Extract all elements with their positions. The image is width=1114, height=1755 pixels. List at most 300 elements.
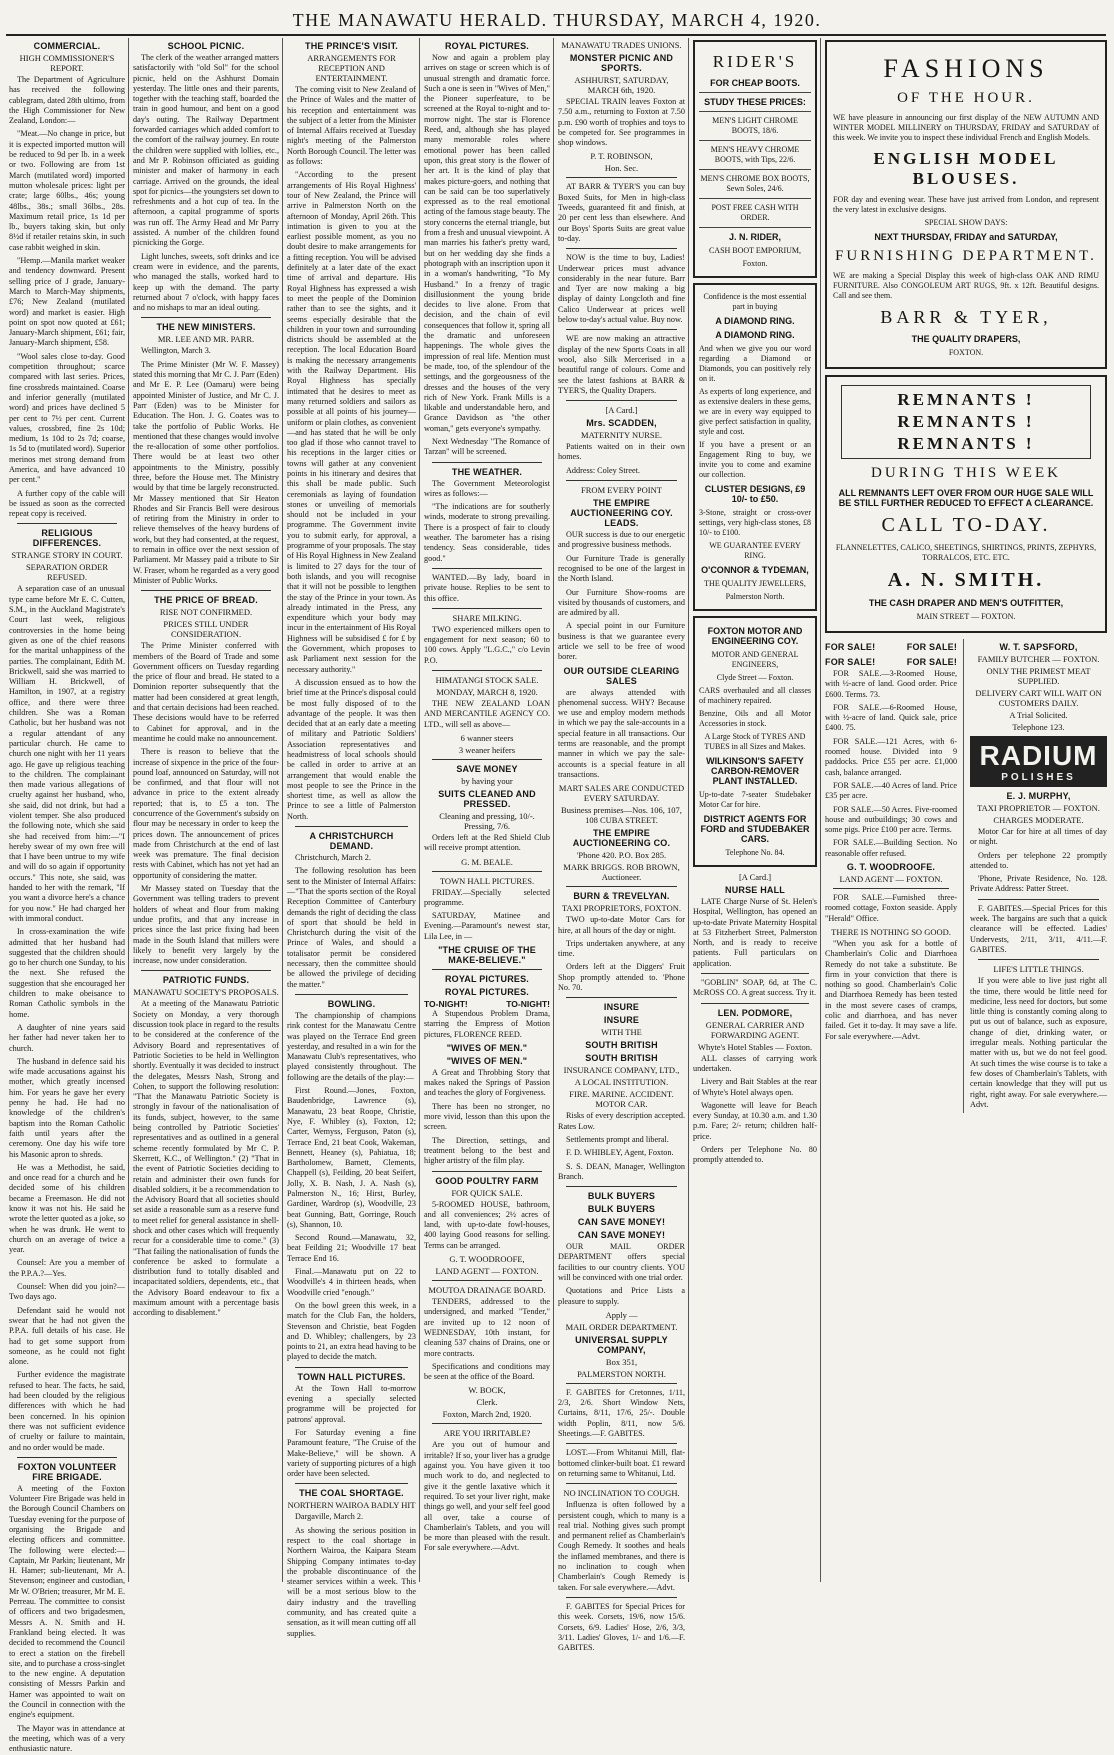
classified-ad: Quotations and Price Lists a pleasure to supply. [558,1286,685,1306]
classified-ad: Risks of every description accepted. Rates Low. [558,1111,685,1131]
stock-item: 3 weaner heifers [458,744,516,755]
ad-line: Telephone No. 84. [725,848,785,857]
divider [432,1280,542,1281]
ad-line: A LOCAL INSTITUTION. [574,1077,669,1088]
advertiser-role: Hon. Sec. [604,163,639,174]
ad-text: Up-to-date 7-seater Studebaker Motor Car for hire. [699,790,811,809]
sale-listing: FOR SALE.—3-Roomed House, with ½-acre of land. Good order. Price £600. Terms. 73. [825,669,958,699]
divider [432,1423,542,1424]
ad-text: WE are making a Special Display this week of high-class OAK AND RIMU FURNITURE. Also CONGOLEUM ART RUGS, 9ft. x 12ft. Beautiful designs. Call and see them. [833,271,1099,300]
divider [566,248,677,249]
fashions-ad [825,40,1107,369]
divider [295,826,408,827]
classified-ad: A special point in our Furniture business is that we guarantee every article we sell to be free of wood borer. [558,621,685,662]
article-paragraph: Counsel: Are you a member of the P.P.A.?—Yes. [9,1258,125,1278]
classified-ad: WANTED.—By lady, board in private house. Replies to be sent to this office. [424,572,550,603]
advertiser-name: BARR & TYER, [880,307,1052,327]
article-paragraph: At a meeting of the Manawatu Patriotic Society on Monday, a very thorough discussion took place in regard to the results to be considered at the conference of the Advisory Board and representatives of Patriotic Societies to be held in Wellington shortly. Eventually it was decided to instruct the delegates, Messrs Nash, Strong and Cohen, to support the following resolution: "That the Manawatu Patriotic Society is strongly in favour of the nationalisation of its funds, subject, however, to the same being controlled by Patriotic Societies' representatives and as outlined in a general scheme recently formulated by Mr C. P. Skerrett, K.C., of Wellington." (2) "That in the event of Patriotic Societies deciding to retain and administer their own funds for disabled soldiers, it be a recommendation to the Advisory Board that all societies should set aside a reasonable sum as a reserve fund to meet relief for general assistance in shell-shock and other cases which will frequently recur for a considerable time to come." (3) "That failing the nationalisation of funds the conference be asked to formulate a distribution fund to totally disabled and incapacitated soldiers, dependents, etc., that the Advisory Board endeavour to fix a maximum amount with a percentage basis according to disablement." [133,999,279,1318]
drainage-heading: MOUTOA DRAINAGE BOARD. [428,1285,546,1296]
column-4 [421,38,553,1582]
divider [566,1443,677,1444]
remnants-line: REMNANTS ! [897,390,1035,409]
insure-heading: INSURE [603,1015,640,1026]
advertiser-name: G. T. WOODROOFE, [449,1254,525,1265]
bread-subheading: RISE NOT CONFIRMED. [159,607,253,618]
lower-ads [825,639,1107,1113]
rider-ad [693,40,817,278]
article-paragraph: Are you out of humour and irritable? If so, your liver has a grudge against you. You have given it too much work to do, and neglected to give it the gentle laxative which it required. To set your liver right, make things go well, and your self feel good all over, take a course of Chamberlain's Tablets, and you will be more than pleased with the result. For sale everywhere.—Advt. [424,1440,550,1553]
divider [432,568,542,569]
services-column [970,639,1107,1113]
christchurch-heading: A CHRISTCHURCH DEMAND. [309,831,394,852]
ad-line: FIRE. MARINE. ACCIDENT. MOTOR CAR. [569,1089,674,1110]
patriotic-subheading: MANAWATU SOCIETY'S PROPOSALS. [133,987,279,998]
ad-line: Palmerston North. [725,592,785,601]
divider [141,590,271,591]
column-6 [690,38,820,1582]
divider [978,959,1099,960]
ad-line: POST FREE CASH WITH ORDER. [711,203,799,222]
article-paragraph: There is reason to believe that the increase of sixpence in the price of the four-pound loaf, announced on Saturday, will not be confirmed, and that flour will not advance in price to the extent already reported; that is, to £5 a ton. The concurrence of the Government's subsidy on flour may be necessary in order to keep the prices down. The announcement of prices made from Christchurch at the end of last week was premature. The final decision rests with Cabinet, which has not yet had an opportunity of considering the matter. [133,747,279,880]
ad-line: CHARGES MODERATE. [993,815,1084,825]
classified-ad: "GOBLIN" SOAP, 6d, at The C. McROSS CO. A great success. Try it. [693,978,817,998]
divider [566,886,677,887]
article-paragraph: The Government Meteorologist wires as follows:— [424,478,550,498]
divider [432,462,542,463]
radium-polishes-logo [970,736,1107,787]
ad-line: MARK BRIGGS. ROB BROWN, Auctioneer. [563,862,680,883]
article-paragraph: A separation case of an unusual type came before Mr E. C. Cutten, S.M., in the Auckland Magistrate's Court last week, religious controversies in the home being given as one of the chief reasons for the marital unhappiness of the parties. The complainant, Edith M. Brickwell, said she was married to William H. Brickwell, of Hamilton, in 1907, at a registry office, and there were three children. She was a Roman Catholic, but her husband was not a regular attendant of any particular church. He came to church one night with her 11 years ago. He gave up religious teaching to the children. The complainant then made various allegations of cruelty against her husband, who, she said, did not drink, but had a violent temper. She also produced the following note, which she said she had received from him:—"I hereby swear of my own free will that I have been untrue to my wife and will do so again if opportunity occurs." This note, she said, was handed to her with the remark, "If you want a divorce here's a chance for you now." He had charged her with immoral conduct. [9,584,125,923]
divider [432,670,542,671]
divider [699,140,811,141]
classified-ad: AT BARR & TYER'S you can buy Boxed Suits, for Men in high-class Tweeds, guaranteed fit and finish, at 20 per cent less than elsewhere. And our Boys' Sports Suits are great value to-day. [558,182,685,243]
for-sale-header [825,654,957,669]
stock-item: 6 wanner steers [460,732,514,743]
advertiser-role: LAND AGENT — FOXTON. [435,1266,539,1277]
ad-line: CLUSTER DESIGNS, £9 10/- to £50. [704,484,806,504]
royal-ad-heading: ROYAL PICTURES. [444,987,530,997]
ad-line: FLANNELETTES, CALICO, SHEETINGS, SHIRTINGS, PRINTS, ZEPHYRS, TORRALCOS, ETC. ETC. [835,543,1097,562]
for-sale-heading: FOR SALE! [825,642,876,652]
for-sale-heading: FOR SALE! [906,642,958,652]
ad-line: ASHHURST, SATURDAY, MARCH 6th, 1920. [574,75,669,95]
ad-text: WE have pleasure in announcing our first display of the NEW AUTUMN AND WINTER MODEL MILLINERY on THURSDAY, FRIDAY and SATURDAY of this week. We invite you to inspect these individual French and English Models. [833,113,1099,142]
during-heading: DURING THIS WEEK [871,465,1061,481]
cough-heading: NO INCLINATION TO COUGH. [563,1488,680,1499]
classified-ad: Livery and Bait Stables at the rear of Whyte's Hotel always open. [693,1077,817,1097]
save-money-heading: SAVE MONEY [456,763,518,774]
ad-text: As experts of long experience, and as extensive dealers in these gems, we are in every way equipped to give perfect satisfaction in quality, style and cost. [699,387,811,436]
fashions-subtitle: OF THE HOUR. [897,90,1035,106]
commercial-subheading: HIGH COMMISSIONER'S REPORT. [19,53,115,73]
commercial-heading: COMMERCIAL. [33,41,101,51]
classified-ad: Trips undertaken anywhere, at any time. [558,938,685,959]
divider [978,899,1099,900]
sale-listing: FOR SALE.—Building Section. No reasonable offer refused. [825,838,958,858]
classified-ad: A Great and Throbbing Story that makes naked the Springs of Passion and teaches the glory of Forgiveness. [424,1067,550,1098]
divider [566,1597,677,1598]
article-paragraph: First Round.—Jones, Foxton, Baudenbridge, Lawrence (s), Manawatu, 23 beat Roope, Christie, Nye, F. Whibley (s), Foxton, 12; Carter, Wemyss, Ferguson, Paton (s), Terrace End, 21 beat Cook, Wakeman, Bennett, Heaney (s), Pahiatua, 18; Bartholomew, Barnett, Clements, Chappell (s), Feilding, 20 beat Seifert, Jolly, X. B. Nash, J. A. Nash (s), Palmerston N., 16; Hirst, Burley, Gardiner, Wardrop (s), Woodville, 23 beat Gunning, Batt, Gorringe, Rouch (s), Shannon, 10. [287,1086,416,1229]
classified-ad: Settlements prompt and liberal. [566,1134,669,1144]
ad-line: THE QUALITY DRAPERS, [911,334,1021,344]
sale-listing: FOR SALE.—50 Acres. Five-roomed house and outbuildings; 30 cows and some pigs. Price £100 per acre. Terms. [825,804,958,835]
divider [432,871,542,872]
divider [566,329,677,330]
divider [699,198,811,199]
column-rule [282,38,283,1582]
rider-title: RIDER'S [712,52,798,71]
advertiser-role: MATERNITY NURSE. [581,430,662,441]
article-paragraph: Now and again a problem play arrives on stage or screen which is of unusual strength and dramatic force. Such a one is seen in "Wives of Men," the Pioneer superfeature, to be screened at the Royal to-night and to-morrow night. The star is Florence Reed, and, although she has played many memorable roles where emotional power has been called upon, this great story is the flower of her art. It is the kind of play that makes picture-goers, and nothing that can be said can be too superlatively expressed as to the real emotional acting of the famous stage beauty. The story concerns the eternal triangle, but from a fresh and unusual viewpoint. A man marries his father's pretty ward, but on her wedding day she finds a photograph with an inscription upon it in a woman's handwriting, "To My Husband." In a frenzy of tragic disillusionment the young bride decides to live alone. From that decision, and the chain of evil consequences that follow it, spring all the dramatic and unforeseen happenings. The whole gives the impression of real life. Mention must be made, too, of the splendour of the settings, and the gorgeousness of the dresses and the houses of the very rich of New York. Frank Mills is a likable and understandable hero, and Grance Davidson as "the other woman," gets everyone's sympathy. [424,53,550,433]
ad-line: WITH THE [601,1027,642,1038]
ad-line: Telephone 123. [1012,722,1065,732]
ad-text: And when we give you our word regarding a Diamond or Diamonds, you can positively rely on it. [699,344,811,383]
advertiser-name: G. T. WOODROOFE. [846,862,936,873]
insure-heading: SOUTH BRITISH [585,1040,658,1051]
article-paragraph: Influenza is often followed by a persistent cough, which to many is a real trial. Nothing gives such prompt and permanent relief as Chamberlain's Cough Remedy. It soothes and heals the inflamed membranes, and there is no inclination to cough when Chamberlain's Cough Remedy is taken. For sale everywhere.—Advt. [558,1500,685,1592]
ad-line: Business premises—Nos. 106, 107, 108 CUBA STREET. [561,805,682,826]
ad-text: CARS overhauled and all classes of machinery repaired. [699,686,811,705]
classified-ad: ALL classes of carrying work undertaken. [693,1053,817,1073]
divider [701,973,809,974]
divider [701,1003,809,1004]
article-paragraph: The husband in defence said his wife made accusations against his mother, which greatly incensed him. For years he gave her every penny he had. He had no knowledge of the children's baptism into the Roman Catholic faith until years after the ceremony. One day his wife tore his Masonic apron to shreds. [9,1056,125,1159]
prince-visit-subheading: ARRANGEMENTS FOR RECEPTION AND ENTERTAINMENT. [307,53,396,83]
film-title: "WIVES OF MEN." [446,1042,528,1053]
advertiser-name: P. T. ROBINSON, [590,151,653,162]
article-paragraph: Second Round.—Manawatu, 32, beat Feilding 21; Woodville 17 beat Terrace End 16. [287,1233,416,1263]
article-paragraph: "According to the present arrangements of His Royal Highness' tour of New Zealand, the Prince will arrive in Palmerston North on the afternoon of Monday, April 26th. This intimation is given to you at the earliest possible moment, as you no doubt desire to make arrangements for a fitting reception. You will be advised definitely at a later date of the exact time of arrival and departure. His Royal Highness has expressed a wish to meet the people of the Dominion rather than to see the sights, and it seems especially desirable that the children in your town and surrounding districts should be assembled at the reception. The local Education Board is making the necessary arrangements with the Railway Department. His Royal Highness has specially intimated that he desires to meet as many returned soldiers and sailors as possible at all points of his journey—uniform or plain clothes, as convenient—and has stated that he will be only too glad if those who cannot travel to his receptions in the larger cities or towns will gather at any convenient points in his itinerary and desires that this shall be made public. Such ceremonials as laying of foundation stones or unveiling of memorials should not be included in your programme. The Government invite you to submit early, for approval, a programme of your proposals. The stay of His Royal Highness in New Zealand is limited to 27 days for the tour of both islands, and you will recognise that it will not be possible to lengthen the stay of the Prince in your town. As already intimated in the Press, any expenditure which your body may incur in the entertainment of His Royal Highness will be subsidised £ for £ by the Government, which proposes to ask Parliament next session for the necessary authority." [287,170,417,674]
bulk-heading: BULK BUYERS [587,1191,656,1202]
card-label: [A Card.] [738,872,772,882]
article-paragraph: "Wool sales close to-day. Good competition throughout; scarce compared with last series. Prices, fine crossbreds maintained. Coarse and inferior generally (mutilated word) and prices have declined 5 per cent to 7½ per cent. Current values, crossbred, fine 2s 10d; medium, 1s 10d to 2s 7d; coarse, 1s 5d to (mutilated word). Superior merinos met strong demand from America, and have advanced 10 per cent." [9,351,125,485]
sale-listing: FOR SALE.—40 Acres of land. Price £35 per acre. [825,780,958,801]
article-paragraph: He was a Methodist, he said, and once read for a church and he decided some of his children became a Freemason. He did not know it was not his. He said he wrote the letter quoted as a joke, so when he was drunk. He went to church on an average of twice a year. [9,1162,125,1255]
remnants-box [841,385,1091,459]
divider [566,1186,677,1187]
column-rule [553,38,554,1582]
furnishing-heading: FURNISHING DEPARTMENT. [835,248,1097,264]
divider [295,994,408,995]
article-paragraph: Further evidence the magistrate refused to hear. The facts, he said, had been clouded by the religious differences with which he had been concerned. In his opinion there was not sufficient evidence of cruelty or failure to maintain, and no order would be made. [9,1370,125,1452]
ad-line: SPECIAL SHOW DAYS: [924,218,1008,227]
ad-line: Box 351, [605,1356,638,1367]
divider [295,1367,408,1368]
royal-pictures-heading: ROYAL PICTURES. [444,41,530,51]
ad-line: THE QUALITY JEWELLERS, [704,579,806,588]
diamond-line: A DIAMOND RING. [715,330,795,340]
coal-subheading: NORTHERN WAIROA BADLY HIT [287,1500,416,1511]
religious-heading: RELIGIOUS DIFFERENCES. [32,528,102,549]
article-paragraph: "Meat.—No change in price, but it is expected imported mutton will be reduced to 9d per lb. in a week or two. Following are from 1st March (mutilated word) imported mutton wholesale prices: light per crate; large 60lbs., 46s; young 48lbs., 38s.; small 36lbs., 28s. Maximum retail price, 1s 1d per lb., buyers taking skin, but only 8½d if retailer retains skin, in such case rabbit weighed in skin. [9,129,125,252]
ad-line: INSURANCE COMPANY, LTD., [563,1065,680,1076]
divider [566,1483,677,1484]
divider [566,997,677,998]
classified-ad: TENDERS, addressed to the undersigned, and marked "Tender," are invited up to 12 noon of WEDNESDAY, 10th instant, for cleaning 537 chains of Drains, one or more contracts. [424,1297,550,1358]
bulk-heading: BULK BUYERS [587,1204,656,1215]
article-paragraph: The coming visit to New Zealand of the Prince of Wales and the matter of his reception and entertainment was the subject of a letter from the Minister of Internal Affairs received at Tuesday night's meeting of the Palmerston North Borough Council. The letter was as follows: [287,85,416,167]
ad-line: Clyde Street — Foxton. [716,673,794,682]
divider [17,523,117,524]
column-2 [130,38,282,1582]
column-rule [963,639,964,1113]
advertiser-name: UNIVERSAL SUPPLY COMPANY, [575,1334,668,1355]
tonight-row [424,999,550,1009]
classified-ad: FRIDAY.—Specially selected programme. [424,887,550,907]
ministers-subheading: MR. LEE AND MR. PARR. [157,334,255,345]
ad-line: GENERAL CARRIER AND FORWARDING AGENT. [705,1019,805,1040]
bread-heading: THE PRICE OF BREAD. [154,595,258,606]
ad-line: FROM EVERY POINT [581,485,662,496]
motor-ad [693,616,817,867]
insure-heading: INSURE [603,1002,640,1013]
ad-line: TAXI PROPRIETOR — FOXTON. [977,803,1100,813]
card-label: [A Card.] [605,405,638,416]
column-rule [820,38,821,1582]
ad-line: Apply — [605,1309,638,1320]
divider [699,111,811,112]
classified-ad: LATE Charge Nurse of St. Helen's Hospital, Wellington, has opened an up-to-date Private Maternity Hospital at 53 Fitzherbert Street, Palmerston North, and is ready to receive patients. Full particulars on application. [693,897,817,968]
ad-line: Foxton. [742,259,768,268]
advertiser-name: THE EMPIRE AUCTIONEERING CO. [572,828,671,849]
ad-line: ONLY THE PRIMEST MEAT SUPPLIED. [986,666,1091,686]
weather-heading: THE WEATHER. [451,466,523,477]
article-paragraph: Light lunches, sweets, soft drinks and ice cream were in evidence, and the parents, who managed the stalls, worked hard to keep up with the demand. The party returned about 7 o'clock, with happy faces and no mishaps to mar an ideal outing. [133,251,279,313]
classified-ad: There has been no stronger, no more vivid, lesson than this upon the screen. [424,1101,550,1132]
column-rule [688,38,689,1582]
ad-line: Whyte's Hotel Stables — Foxton. [697,1041,813,1052]
bread-subheading: PRICES STILL UNDER CONSIDERATION. [163,619,249,640]
ad-line: DELIVERY CART WILL WAIT ON CUSTOMERS DAILY. [975,688,1102,708]
classified-ad: Wagonette will leave for Beach every Sunday, at 10.30 a.m. and 1.30 p.m. Fare; 2/- return; children half-price. [693,1100,817,1141]
tonight-label: TO-NIGHT! [424,999,468,1009]
article-paragraph: "When you ask for a bottle of Chamberlain's Colic and Diarrhoea Remedy do not take a substitute. Be firm in your conviction that there is nothing so good. Chamberlain's Colic and Diarrhoea Remedy has been tested in the most severe cases of cramps, colic and diarrhoea, and has never failed. Get it to-day. It may save a life. For sale everywhere.—Advt. [825,938,958,1041]
ad-line: Cleaning and pressing, 10/-. Pressing, 7/6. [439,810,535,831]
poultry-heading: GOOD POULTRY FARM [435,1175,539,1186]
classified-ad: Orders left at the Red Shield Club will receive prompt attention. [424,832,550,853]
classified-ad: Our Furniture Trade is generally recognised to be one of the largest in the North Island. [558,553,685,584]
divider [699,169,811,170]
article-paragraph: "The indications are for southerly winds, moderate to strong prevailing. There is a prospect of fair to cloudy weather. The barometer has a rising tendency. Seas considerable, tides good." [424,502,550,563]
article-paragraph: The Department of Agriculture has received the following cablegram, dated 28th ultimo, from the High Commissioner for New Zealand, London:— [9,75,125,126]
classified-ad: Specifications and conditions may be seen at the office of the Board. [424,1361,550,1382]
ad-line: THE CASH DRAPER AND MEN'S OUTFITTER, [868,598,1064,608]
price-item: MEN'S HEAVY CHROME BOOTS, with Tips, 22/6. [710,145,800,164]
classified-ad: TWO up-to-date Motor Cars for hire, at all hours of the day or night. [558,915,685,935]
advertiser-role: Clerk. [476,1397,498,1408]
ad-line: PALMERSTON NORTH. [577,1368,666,1379]
price-item: MEN'S CHROME BOX BOOTS, Sewn Soles, 24/6. [700,174,810,193]
unions-subheading: MONSTER PICNIC AND SPORTS. [569,53,674,73]
classified-ad: F. GABITES for Special Prices for this week. Corsets, 19/6, now 15/6. Corsets, 6/9. Ladies' Hose, 2/6, 3/3, 3/11. Ladies' Gloves, 1/- and 1/6.—F. GABITES. [558,1601,685,1653]
patriotic-heading: PATRIOTIC FUNDS. [162,975,250,986]
ad-line: by having your [461,775,513,786]
classified-ad: Address: Coley Street. [566,465,640,475]
ad-line: CASH BOOT EMPORIUM, [708,246,802,255]
advertiser-name: Mrs. SCADDEN, [586,418,657,429]
classified-ad: Our Furniture Show-rooms are visited by thousands of customers, and are admired by all. [558,587,685,618]
classified-ad: Motor Car for hire at all times of day or night. [970,827,1107,847]
ad-text: ALL REMNANTS LEFT OVER FROM OUR HUGE SALE WILL BE STILL FURTHER REDUCED TO EFFECT A CLEARANCE. [838,488,1094,508]
sale-listing: FOR SALE.—Furnished three-roomed cottage, Foxton seaside. Apply "Herald" Office. [825,893,958,923]
divider [566,1383,677,1384]
coal-heading: THE COAL SHORTAGE. [299,1488,404,1499]
ad-line: STUDY THESE PRICES: [704,97,806,107]
advertiser-name: G. M. BEALE. [461,856,513,867]
ad-text: FOR day and evening wear. These have just arrived from London, and represent the very latest in exclusive designs. [833,195,1099,214]
insure-heading: SOUTH BRITISH [585,1053,658,1064]
classified-ad: A Stupendous Problem Drama, starring the Empress of Motion pictures, FLORENCE REED. [424,1009,550,1039]
show-days: NEXT THURSDAY, FRIDAY and SATURDAY, [874,232,1058,242]
for-sale-heading: FOR SALE! [825,657,876,667]
fire-brigade-heading: FOXTON VOLUNTEER FIRE BRIGADE. [17,1461,117,1482]
ad-line: Confidence is the most essential part in buying [703,292,807,311]
bowling-heading: BOWLING. [327,998,376,1009]
ad-line: FOXTON. [948,348,984,357]
unions-heading: MANAWATU TRADES UNIONS. [561,40,682,50]
divider [141,970,271,971]
burn-heading: BURN & TREVELYAN. [573,891,670,902]
classified-ad: OUR MAIL ORDER DEPARTMENT offers special facilities to our country clients. YOU will be convinced with one trial order. [558,1242,685,1282]
advertiser-role: LAND AGENT — FOXTON. [839,874,943,885]
film-title: "THE CRUISE OF THE MAKE-BELIEVE." [438,945,536,965]
divider [566,400,677,401]
article-paragraph: Wellington, March 3. [141,346,211,356]
ad-text: 3-Stone, straight or cross-over settings, very high-class stones, £8 10/- to £100. [699,508,811,537]
classified-ad: The Direction, settings, and treatment belong to the best and higher artistry of the film play. [424,1135,550,1166]
article-paragraph: The championship of champions rink contest for the Manawatu Centre was played on the Terrace End green yesterday, and resulted in a win for the Manawatu Club's representatives, who played consistently throughout. The following are the details of the play:— [287,1010,416,1082]
ad-text: Benzine, Oils and all Motor Accessories in stock. [699,709,811,728]
stock-sale-date: MONDAY, MARCH 8, 1920. [436,687,538,698]
tonight-label: TO-NIGHT! [506,999,550,1009]
classified-ad: F. GABITES.—Special Prices for this week. The bargains are such that a quick clearance will be effected. Ladies' Undervests, 2/11, 3/11, 4/11.—F. GABITES. [970,903,1107,954]
ad-text: If you have a present or an Engagement Ring to buy, we invite you to come and examine our collection. [699,440,811,479]
ad-line: MART SALES ARE CONDUCTED EVERY SATURDAY. [558,783,685,804]
remnants-ad [825,375,1107,633]
ad-line: DISTRICT AGENTS FOR FORD and STUDEBAKER CARS. [700,814,810,844]
advertiser-name: O'CONNOR & TYDEMAN, [701,565,809,575]
classified-ad: Orders per Telephone No. 80 promptly attended to. [693,1145,817,1165]
classified-ad: are always attended with phenomenal success. WHY? Because we use and employ modern methods in which we pay the sale-accounts in a special feature in all transactions. Our terms are reasonable, and the prompt manner in which we pay the sale-accounts is a special feature in all transactions. [558,687,685,779]
article-paragraph: For Saturday evening a fine Paramount feature, "The Cruise of the Make-Believe," will be shown. A variety of supporting pictures of a high order have been selected. [287,1427,416,1479]
religious-subheading: SEPARATION ORDER REFUSED. [25,562,109,583]
ad-line: FOR QUICK SALE. [451,1187,523,1198]
divider [295,1483,408,1484]
classified-ad: F. D. WHIBLEY, Agent, Foxton. [566,1148,674,1158]
divider [432,1171,542,1172]
nothing-heading: THERE IS NOTHING SO GOOD. [831,926,951,937]
article-paragraph: In cross-examination the wife admitted that her husband had suggested that the children should go to her church one Sunday, to his the next. She refused the suggestion that she encouraged her children to make obeisance to Roman Catholic symbols in the home. [9,927,125,1019]
ad-line: WILKINSON'S SAFETY CARBON-REMOVER PLANT INSTALLED. [706,756,804,786]
prince-visit-heading: THE PRINCE'S VISIT. [305,41,398,51]
ad-line: MOTOR AND GENERAL ENGINEERS, [711,650,799,669]
ad-line: 'Phone 420. P.O. Box 285. [576,850,667,861]
advertiser-name: W. T. SAPSFORD, [999,642,1078,652]
article-paragraph: Final.—Manawatu put on 22 to Woodville's 4 in thirteen heads, when Woodville cried "enough." [287,1267,416,1297]
ad-date: Foxton, March 2nd, 1920. [442,1409,532,1420]
royal-ad-heading: ROYAL PICTURES. [444,974,530,984]
divider [432,759,542,760]
divider [141,317,271,318]
article-paragraph: If you were able to live just right all the time, there would be little need for medicine, less need for doctors, but some little thing is constantly coming along to put us out of balance, such as exposure, change of diet, drinking water, or irregular meals. Nothing particular the matter with us, but we do not feel good. At such times the wise course is to take a few doses of Chamberlain's Tablets, with certain knowledge that they will put us right, right away. For sale everywhere.—Advt. [970,976,1107,1109]
classified-ad: S. S. DEAN, Manager, Wellington Branch. [558,1161,685,1181]
sale-listing: FOR SALE.—6-Roomed House, with ½-acre of land. Quick sale, price £400. 75. [825,702,958,733]
classified-ad: F. GABITES for Cretonnes, 1/11, 2/3, 2/6. Short Window Nets, Curtains, 8/11, 17/6, 25/-. Double width Poplin, 8/11, now 5/6. Sheetings.—F. GABITES. [558,1387,685,1439]
article-paragraph: The Prime Minister conferred with members of the Board of Trade and some Government officers on Tuesday regarding the price of flour and bread. He stated to a Dominion reporter subsequently that the matter had been considered at great length, and that certain decisions had been reached. These decisions would have to be referred to Cabinet for approval, and in the meantime he could make no announcement. [133,641,279,743]
logo-subword: POLISHES [1001,772,1076,783]
article-paragraph: Next Wednesday "The Romance of Tarzan" will be screened. [424,436,550,457]
classified-ad: 5-ROOMED HOUSE, bathroom, and all conveniences; 2½ acres of land, with up-to-date fowl-houses, 400 laying Good reasons for selling. Terms can be arranged. [424,1199,550,1250]
price-item: MEN'S LIGHT CHROME BOOTS, 18/6. [712,116,798,135]
logo-word: RADIUM [979,740,1098,771]
ad-line: A Trial Solicited. [1009,710,1068,720]
classified-ad: WE are now making an attractive display of the new Sports Coats in all wool, also Silk Mercerised in a beautiful range of colours. Come and see the latest fashions at BARR & TYER'S, the Quality Drapers. [558,334,685,395]
classified-ad: TWO experienced milkers open to engagement for next season; 60 to 100 cows. Apply "L.G.C.," c/o Levin P.O. [424,624,550,665]
column-rule [419,38,420,1582]
classified-ad: OUR success is due to our energetic and progressive business methods. [558,530,685,550]
classified-ad: Orders left at the Diggers' Fruit Shop promptly attended to. 'Phone No. 70. [558,962,685,993]
classified-ad: 'Phone, Private Residence, No. 128. Private Address: Patter Street. [970,874,1107,894]
ad-line: TOWN HALL PICTURES. [439,875,535,886]
classified-ad: Patients waited on in their own homes. [558,442,685,462]
ad-line: WE GUARANTEE EVERY RING. [709,541,801,560]
article-paragraph: "Hemp.—Manila market weaker and tendency downward. Present selling price of J grade, January-March to March-May shipments, £76; New Zealand (mutilated word) and market is easier. High point on spot now quoted at £61; January-March shipment, £61; fair, January-March shipment, £58. [9,256,125,348]
diamond-line: A DIAMOND RING. [715,316,795,326]
irritable-heading: ARE YOU IRRITABLE? [443,1428,531,1439]
for-sale-header [825,639,957,654]
blouses-heading: ENGLISH MODEL BLOUSES. [873,149,1059,188]
article-paragraph: The Mayor was in attendance at the meeting, which was of a very enthusiastic nature. [9,1723,125,1754]
diamond-ad [693,283,817,611]
share-milking-heading: SHARE MILKING. [452,612,522,623]
ad-line: A Large Stock of TYRES AND TUBES in all Sizes and Makes. [704,732,806,751]
divider [566,480,677,481]
article-paragraph: A daughter of nine years said her father had never taken her to church. [9,1022,125,1053]
religious-subheading: STRANGE STORY IN COURT. [11,550,123,561]
film-title: "WIVES OF MEN." [446,1055,528,1066]
article-paragraph: Christchurch, March 2. [295,853,371,863]
town-hall-heading: TOWN HALL PICTURES. [297,1371,406,1382]
column-rule [128,38,129,1582]
article-paragraph: A discussion ensued as to how the brief time at the Prince's disposal could be most fully disposed of to the advantage of the people. It was then decided that at an early date a meeting of military and Patriotic Soldiers' Association representatives and headmistress of local schools should be called in order to arrive at an arrangement that would enable the most people to see the Prince in the shortest time, as well as allow the Prince to see a little of Palmerston North. [287,677,416,821]
advertiser-name: W. BOCK, [468,1385,506,1396]
article-paragraph: The clerk of the weather arranged matters satisfactorily with "old Sol" for the school picnic, held on the Ashhurst Domain yesterday. The little ones and their parents, together with the teaching staff, boarded the train in good humour, and bent on a good day's outing. The Railway Department forwarded carriages which added comfort to the comfort of the railway journey. En route the children were supplied with lollies, etc., and Mr P. Robinson officiated as guiding minister and maker of harmony in each carriage. Arrived on the grounds, the ideal spot for picnics—the youngsters set down to refreshments and a hot cup of tea. In the afternoon, a capital programme of sports was run off. The Army Head and Mr Parry assisted. A number of the children found picnicking the Gorge. [133,53,279,248]
article-paragraph: Dargaville, March 2. [295,1512,364,1522]
article-paragraph: The following resolution has been sent to the Minister of Internal Affairs:—"That the sports section of the Royal Reception Committee of Canterbury demands the right of deciding the class of sport that should be held in Christchurch during the visit of the Prince of Wales, and should a totalisator permit be considered necessary, then the committee should be allowed the privilege of deciding the matter." [287,866,416,989]
for-sale-column [825,639,957,1113]
classified-ad: SATURDAY, Matinee and Evening.—Paramount's newest star, Lila Lee, in — [424,911,550,941]
classified-ad: SPECIAL TRAIN leaves Foxton at 7.50 a.m., returning to Foxton at 7.50 p.m. £90 worth of trophies and toys to be competed for. See programmes in shop windows. [558,97,685,148]
article-paragraph: At the Town Hall to-morrow evening a specially selected programme will be projected for patrons' approval. [287,1383,416,1424]
classified-ad: LOST.—From Whitanui Mill, flat-bottomed clinker-built boat. £1 reward on returning same to Whitanui, Ltd. [558,1448,685,1478]
fashions-title: FASHIONS [883,54,1049,83]
divider [432,608,542,609]
advertiser-name: E. J. MURPHY, [1006,791,1071,801]
column-1 [6,38,128,1754]
article-paragraph: Mr Massey stated on Tuesday that the Government was telling traders to prevent holders of wheat and flour from making undue profits, and that any increase in prices since the last price fixing had been made in the South Island that millers were likely to benefit very largely by the increase, now under consideration. [133,884,279,966]
masthead-rule [6,34,1106,36]
empire-heading: THE EMPIRE AUCTIONEERING COY. LEADS. [570,498,673,529]
call-today: CALL TO-DAY. [881,514,1051,536]
podmore-heading: LEN. PODMORE, [717,1007,793,1018]
ad-line: SUITS CLEANED AND PRESSED. [438,788,536,809]
advertiser-name: A. N. SMITH. [887,569,1045,591]
classified-ad: NOW is the time to buy, Ladies! Underwear prices must advance considerably in the near future. Barr and Tyer are now making a big display of dainty Longcloth and fine Calico Underwear at prices well below to-day's actual value. Buy now. [558,253,685,325]
article-paragraph: The Prime Minister (Mr W. F. Massey) stated this morning that Mr C. J. Parr (Eden) and Mr E. P. Lee (Oamaru) were being appointed Minister of Justice, and Mr C. J. Parr (Eden) was to be Minister for Education. The Hon. J. G. Coates was to take the portfolio of Public Works. He mentioned that these changes would involve the re-allocation of some other portfolios. There would be at least two other appointments to the Ministry, possibly three, before the House met. The Ministry would by that time be largely reconstructed. Mr Massey mentioned that Sir Heaton Rhodes and Sir Francis Bell were desirous of retiring from the Ministry in order to relieve themselves of the heavy burdens of work, but they had consented, at the request, to remain in office over the next session of Parliament. Mr Massey paid a tribute to Sir W. Fraser, whom he regarded as a very good Minister of Public Works. [133,359,279,585]
bulk-heading: CAN SAVE MONEY! [577,1230,666,1241]
nurse-heading: NURSE HALL [725,885,785,895]
article-paragraph: A further copy of the cable will be issued as soon as the corrected repeat copy is received. [9,488,125,519]
